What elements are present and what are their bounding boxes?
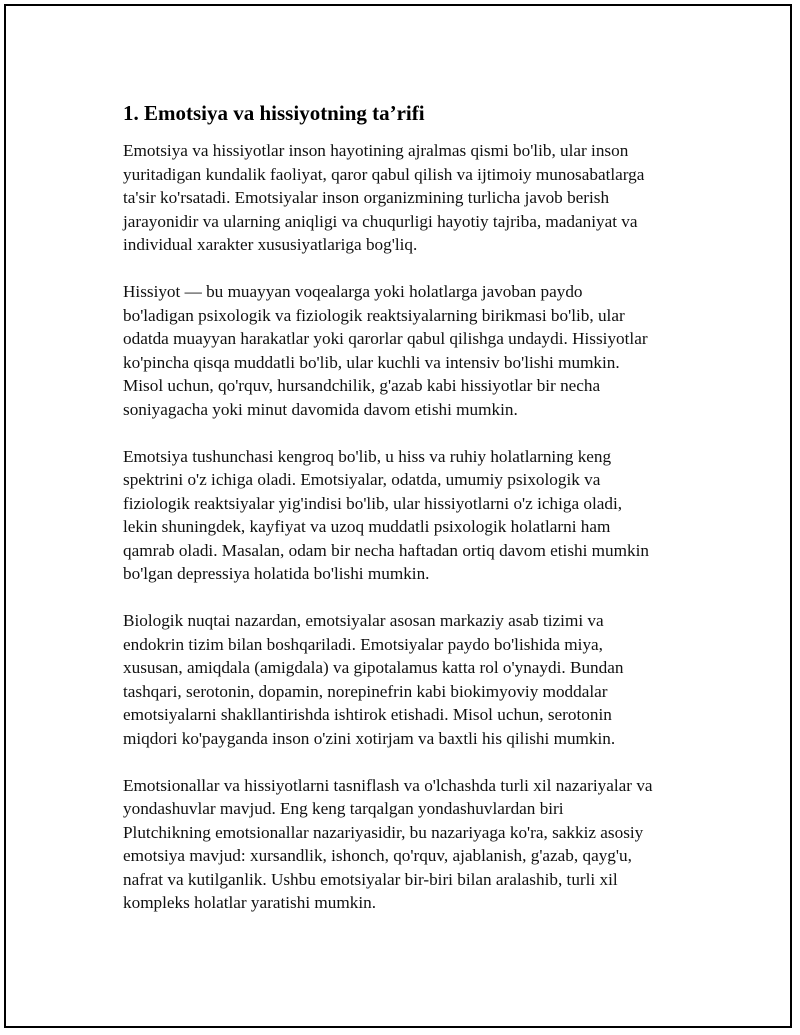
text-line: odatda muayyan harakatlar yoki qarorlar qabul qilishga undaydi. Hissiyotlar <box>123 329 648 348</box>
text-line: tashqari, serotonin, dopamin, norepinefrin kabi biokimyoviy moddalar <box>123 681 608 701</box>
text-line: emotsiyalarni shakllantirishda ishtirok etishadi. Misol uchun, serotonin <box>123 705 612 724</box>
text-line: qamrab oladi. Masalan, odam bir necha haftadan ortiq davom etishi mumkin <box>123 540 649 560</box>
text-line: bo'lgan depressiya holatida bo'lishi mumkin. <box>123 564 430 583</box>
text-line: endokrin tizim bilan boshqariladi. Emotsiyalar paydo bo'lishida miya, <box>123 634 603 654</box>
text-line: Misol uchun, qo'rquv, hursandchilik, g'azab kabi hissiyotlar bir necha <box>123 376 601 395</box>
text-line: Biologik nuqtai nazardan, emotsiyalar asosan markaziy asab tizimi va <box>123 611 604 630</box>
text-line: Emotsiya tushunchasi kengroq bo'lib, u hiss va ruhiy holatlarning keng <box>123 446 612 466</box>
section-title: 1. Emotsiya va hissiyotning ta’rifi <box>123 101 425 125</box>
text-line: Hissiyot — bu muayyan voqealarga yoki holatlarga javoban paydo <box>123 282 583 301</box>
text-line: yondashuvlar mavjud. Eng keng tarqalgan yondashuvlardan biri <box>123 799 564 818</box>
text-line: ko'pincha qisqa muddatli bo'lib, ular kuchli va intensiv bo'lishi mumkin. <box>123 352 620 372</box>
text-line: yuritadigan kundalik faoliyat, qaror qabul qilish va ijtimoiy munosabatlarga <box>123 164 645 184</box>
text-line: fiziologik reaktsiyalar yig'indisi bo'lib, ular hissiyotlarni o'z ichiga oladi, <box>123 493 623 513</box>
paragraph-2 <box>123 280 708 421</box>
paragraph-5 <box>123 774 708 915</box>
text-line: Emotsiya va hissiyotlar inson hayotining ajralmas qismi bo'lib, ular inson <box>123 141 629 160</box>
paragraph-1 <box>123 139 708 257</box>
text-line: Emotsionallar va hissiyotlarni tasniflash va o'lchashda turli xil nazariyalar va <box>123 775 653 795</box>
text-line: jarayonidir va ularning aniqligi va chuqurligi hayotiy tajriba, madaniyat va <box>123 211 638 231</box>
text-line: kompleks holatlar yaratishi mumkin. <box>123 893 376 912</box>
text-line: miqdori ko'payganda inson o'zini xotirjam va baxtli his qilishi mumkin. <box>123 728 616 748</box>
text-line: bo'ladigan psixologik va fiziologik reaktsiyalarning birikmasi bo'lib, ular <box>123 305 625 325</box>
page-frame <box>4 4 792 1028</box>
text-line: individual xarakter xususiyatlariga bog'liq. <box>123 235 418 254</box>
text-line: Plutchikning emotsionallar nazariyasidir, bu nazariyaga ko'ra, sakkiz asosiy <box>123 822 644 842</box>
text-line: spektrini o'z ichiga oladi. Emotsiyalar, odatda, umumiy psixologik va <box>123 470 601 489</box>
text-line: soniyagacha yoki minut davomida davom etishi mumkin. <box>123 399 518 419</box>
text-line: nafrat va kutilganlik. Ushbu emotsiyalar bir-biri bilan aralashib, turli xil <box>123 869 618 889</box>
text-line: lekin shuningdek, kayfiyat va uzoq muddatli psixologik holatlarni ham <box>123 517 611 536</box>
paragraph-3 <box>123 445 708 586</box>
text-line: ta'sir ko'rsatadi. Emotsiyalar inson organizmining turlicha javob berish <box>123 188 610 207</box>
text-line: xususan, amiqdala (amigdala) va gipotalamus katta rol o'ynaydi. Bundan <box>123 658 624 677</box>
document-body <box>123 99 708 915</box>
text-line: emotsiya mavjud: xursandlik, ishonch, qo'rquv, ajablanish, g'azab, qayg'u, <box>123 846 632 865</box>
paragraph-4 <box>123 609 708 750</box>
